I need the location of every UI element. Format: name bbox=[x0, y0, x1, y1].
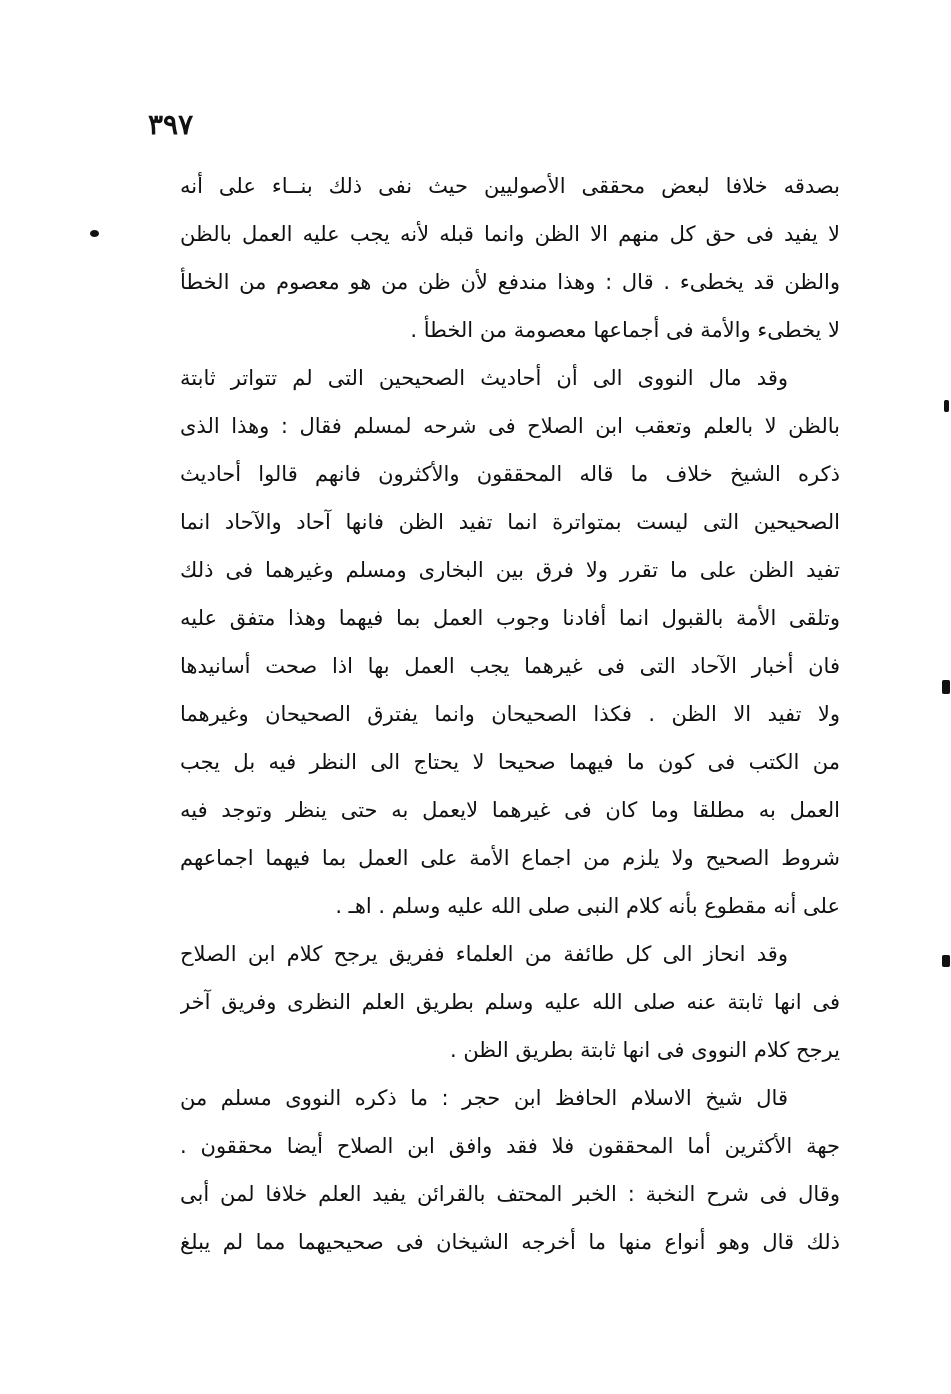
page-number: ٣٩٧ bbox=[148, 108, 194, 141]
text-line: العمل به مطلقا وما كان فى غيرهما لايعمل به حتى ينظر وتوجد فيه bbox=[180, 798, 840, 822]
text-line: يرجح كلام النووى فى انها ثابتة بطريق الظن . bbox=[449, 1038, 840, 1062]
text-line: لا يخطىء والأمة فى أجماعها معصومة من الخطأ . bbox=[410, 318, 840, 342]
scan-speck bbox=[942, 955, 950, 967]
text-line: فى انها ثابتة عنه صلى الله عليه وسلم بطريق العلم النظرى وفريق آخر bbox=[180, 990, 840, 1014]
text-line: ذكره الشيخ خلاف ما قاله المحققون والأكثرون فانهم قالوا أحاديث bbox=[180, 462, 840, 486]
text-line: فان أخبار الآحاد التى فى غيرهما يجب العمل بها اذا صحت أسانيدها bbox=[180, 654, 840, 678]
text-line: الصحيحين التى ليست بمتواترة انما تفيد الظن فانها آحاد والآحاد انما bbox=[180, 510, 840, 534]
paragraph-3 bbox=[180, 930, 840, 1074]
text-line: والظن قد يخطىء . قال : وهذا مندفع لأن ظن من هو معصوم من الخطأ bbox=[180, 270, 840, 294]
paragraph-2 bbox=[180, 354, 840, 930]
text-line: جهة الأكثرين أما المحققون فلا فقد وافق ابن الصلاح أيضا محققون . bbox=[180, 1134, 840, 1158]
text-line: ذلك قال وهو أنواع منها ما أخرجه الشيخان فى صحيحيهما مما لم يبلغ bbox=[180, 1230, 840, 1254]
text-line: وقال فى شرح النخبة : الخبر المحتف بالقرائن يفيد العلم خلافا لمن أبى bbox=[180, 1182, 840, 1206]
text-line: قال شيخ الاسلام الحافظ ابن حجر : ما ذكره النووى مسلم من bbox=[180, 1086, 788, 1110]
text-line: من الكتب فى كون ما فيهما صحيحا لا يحتاج الى النظر فيه بل يجب bbox=[180, 750, 840, 774]
text-line: شروط الصحيح ولا يلزم من اجماع الأمة على العمل بما فيهما اجماعهم bbox=[180, 846, 840, 870]
text-line: على أنه مقطوع بأنه كلام النبى صلى الله عليه وسلم . اهـ . bbox=[335, 894, 840, 918]
text-line: وقد مال النووى الى أن أحاديث الصحيحين التى لم تتواتر ثابتة bbox=[180, 366, 788, 390]
scan-speck bbox=[944, 400, 949, 412]
text-line: بالظن لا بالعلم وتعقب ابن الصلاح فى شرحه لمسلم فقال : وهذا الذى bbox=[180, 414, 840, 438]
text-line: بصدقه خلافا لبعض محققى الأصوليين حيث نفى ذلك بنــاء على أنه bbox=[180, 174, 840, 198]
text-line: تفيد الظن على ما تقرر ولا فرق بين البخارى ومسلم وغيرهما فى ذلك bbox=[180, 558, 840, 582]
paragraph-4 bbox=[180, 1074, 840, 1266]
scan-speck bbox=[90, 230, 99, 237]
text-line: لا يفيد فى حق كل منهم الا الظن وانما قبله لأنه يجب عليه العمل بالظن bbox=[180, 222, 840, 246]
page-body bbox=[180, 162, 840, 1266]
scan-speck bbox=[942, 680, 950, 694]
text-line: وتلقى الأمة بالقبول انما أفادنا وجوب العمل بما فيهما وهذا متفق عليه bbox=[180, 606, 840, 630]
paragraph-1 bbox=[180, 162, 840, 354]
text-line: وقد انحاز الى كل طائفة من العلماء ففريق يرجح كلام ابن الصلاح bbox=[180, 942, 788, 966]
text-line: ولا تفيد الا الظن . فكذا الصحيحان وانما يفترق الصحيحان وغيرهما bbox=[180, 702, 840, 726]
